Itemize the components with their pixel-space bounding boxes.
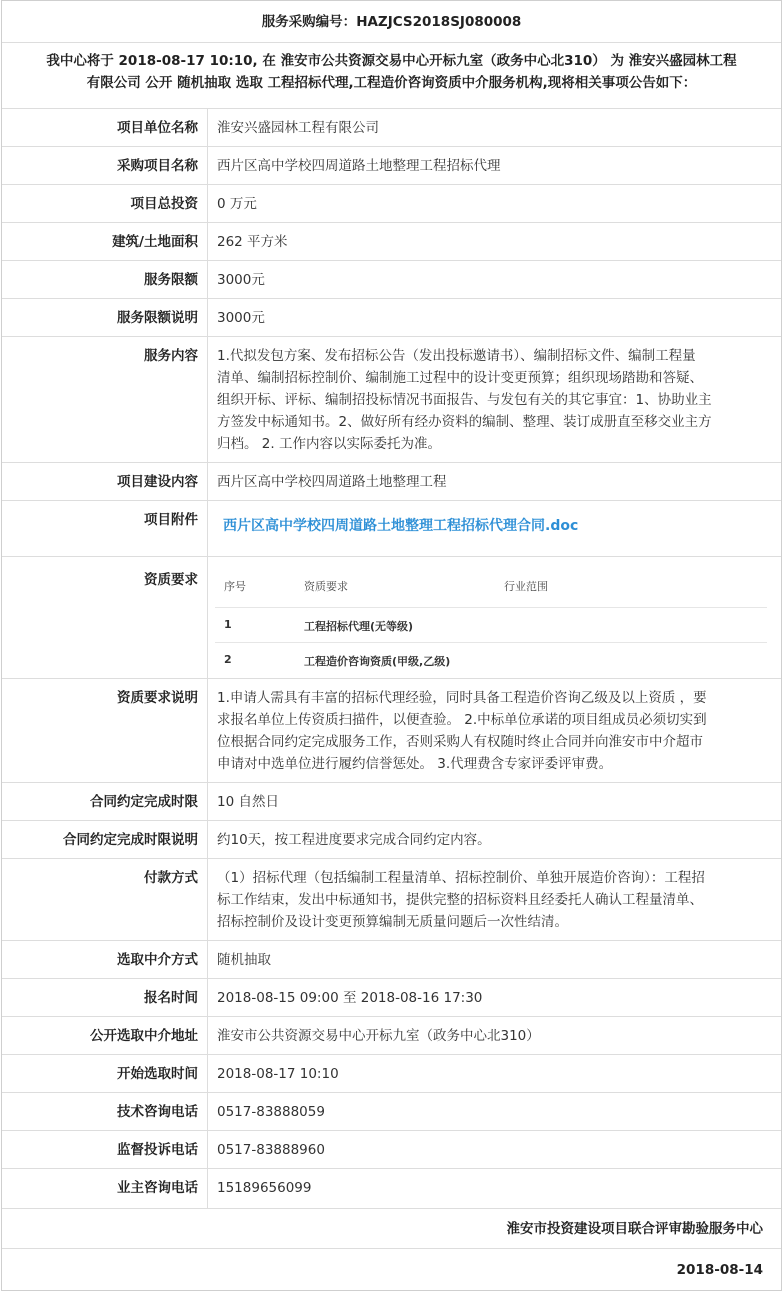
row-limit-note bbox=[2, 299, 781, 337]
label-deadline-note: 合同约定完成时限说明 bbox=[2, 821, 208, 858]
qualification-table bbox=[215, 557, 767, 677]
procurement-code-row bbox=[2, 1, 781, 43]
procurement-code-label: 服务采购编号： bbox=[261, 13, 357, 30]
intro-line-1: 我中心将于 2018-08-17 10:10, 在 淮安市公共资源交易中心开标九室（政务中心北310） 为 淮安兴盛园林工程 bbox=[46, 53, 737, 69]
label-deadline: 合同约定完成时限 bbox=[2, 783, 208, 820]
table-row bbox=[215, 608, 767, 643]
row-qualification bbox=[2, 557, 781, 679]
value-signup: 2018-08-15 09:00 至 2018-08-16 17:30 bbox=[217, 990, 483, 1006]
label-attachment: 项目附件 bbox=[2, 501, 208, 556]
payment-line: 标工作结束，发出中标通知书，提供完整的招标资料且经委托人确认工程量清单、 bbox=[217, 892, 703, 908]
row-address bbox=[2, 1017, 781, 1055]
qualification-header-no: 序号 bbox=[224, 580, 246, 593]
footer-org-row bbox=[2, 1209, 781, 1249]
content-line: 归档。 2. 工作内容以实际委托为准。 bbox=[217, 436, 441, 452]
row-start bbox=[2, 1055, 781, 1093]
value-method: 随机抽取 bbox=[217, 952, 271, 968]
row-qual-note bbox=[2, 679, 781, 783]
footer-date: 2018-08-14 bbox=[676, 1262, 763, 1278]
qualification-req: 工程招标代理(无等级) bbox=[304, 620, 414, 633]
label-owner-phone: 业主咨询电话 bbox=[2, 1169, 208, 1208]
value-payment bbox=[209, 859, 781, 940]
payment-line: 招标控制价及设计变更预算编制无质量问题后一次性结清。 bbox=[217, 914, 568, 930]
label-content: 服务内容 bbox=[2, 337, 208, 462]
row-area bbox=[2, 223, 781, 261]
row-owner-phone bbox=[2, 1169, 781, 1209]
attachment-link[interactable]: 西片区高中学校四周道路土地整理工程招标代理合同.doc bbox=[223, 518, 579, 534]
label-method: 选取中介方式 bbox=[2, 941, 208, 978]
qualification-header-row bbox=[215, 557, 767, 608]
value-unit: 淮安兴盛园林工程有限公司 bbox=[217, 120, 379, 136]
label-limit: 服务限额 bbox=[2, 261, 208, 298]
row-complaint-phone bbox=[2, 1131, 781, 1169]
row-build-content bbox=[2, 463, 781, 501]
footer-date-row bbox=[2, 1249, 781, 1291]
value-content bbox=[209, 337, 781, 462]
label-signup: 报名时间 bbox=[2, 979, 208, 1016]
value-limit: 3000元 bbox=[217, 272, 265, 288]
label-qual-note: 资质要求说明 bbox=[2, 679, 208, 782]
value-owner-phone: 15189656099 bbox=[217, 1180, 312, 1196]
label-limit-note: 服务限额说明 bbox=[2, 299, 208, 336]
value-attachment bbox=[209, 501, 781, 556]
label-payment: 付款方式 bbox=[2, 859, 208, 940]
label-project: 采购项目名称 bbox=[2, 147, 208, 184]
value-deadline: 10 自然日 bbox=[217, 794, 279, 810]
qual-note-line: 求报名单位上传资质扫描件，以便查验。 2.中标单位承诺的项目组成员必须切实到 bbox=[217, 712, 707, 728]
payment-line: （1）招标代理（包括编制工程量清单、招标控制价、单独开展造价咨询）：工程招 bbox=[217, 870, 705, 886]
value-deadline-note: 约10天，按工程进度要求完成合同约定内容。 bbox=[217, 832, 491, 848]
qualification-header-scope: 行业范围 bbox=[504, 580, 548, 593]
footer-org: 淮安市投资建设项目联合评审勘验服务中心 bbox=[506, 1220, 763, 1237]
label-unit: 项目单位名称 bbox=[2, 109, 208, 146]
value-qual-note bbox=[209, 679, 781, 782]
value-limit-note: 3000元 bbox=[217, 310, 265, 326]
row-signup bbox=[2, 979, 781, 1017]
content-line: 组织开标、评标、编制招投标情况书面报告、与发包有关的其它事宜：1、协助业主 bbox=[217, 392, 712, 408]
value-address: 淮安市公共资源交易中心开标九室（政务中心北310） bbox=[217, 1028, 540, 1044]
row-attachment bbox=[2, 501, 781, 557]
row-limit bbox=[2, 261, 781, 299]
label-area: 建筑/土地面积 bbox=[2, 223, 208, 260]
row-content bbox=[2, 337, 781, 463]
label-tech-phone: 技术咨询电话 bbox=[2, 1093, 208, 1130]
qualification-req: 工程造价咨询资质(甲级,乙级) bbox=[304, 655, 451, 668]
value-start: 2018-08-17 10:10 bbox=[217, 1066, 339, 1082]
content-line: 清单、编制招标控制价、编制施工过程中的设计变更预算；组织现场踏勘和答疑、 bbox=[217, 370, 703, 386]
label-complaint-phone: 监督投诉电话 bbox=[2, 1131, 208, 1168]
qualification-header-req: 资质要求 bbox=[304, 580, 348, 593]
table-row bbox=[215, 643, 767, 677]
qual-note-line: 位根据合同约定完成服务工作，否则采购人有权随时终止合同并向淮安市中介超市 bbox=[217, 734, 703, 750]
content-line: 1.代拟发包方案、发布招标公告（发出投标邀请书）、编制招标文件、编制工程量 bbox=[217, 348, 696, 364]
announcement-table bbox=[1, 0, 782, 1291]
row-deadline-note bbox=[2, 821, 781, 859]
row-invest bbox=[2, 185, 781, 223]
intro-row bbox=[2, 43, 781, 109]
value-project: 西片区高中学校四周道路土地整理工程招标代理 bbox=[217, 158, 501, 174]
value-invest: 0 万元 bbox=[217, 196, 257, 212]
value-area: 262 平方米 bbox=[217, 234, 288, 250]
row-unit bbox=[2, 109, 781, 147]
label-build-content: 项目建设内容 bbox=[2, 463, 208, 500]
qualification-no: 1 bbox=[224, 618, 232, 631]
label-invest: 项目总投资 bbox=[2, 185, 208, 222]
procurement-code: HAZJCS2018SJ080008 bbox=[356, 13, 522, 30]
qual-note-line: 申请对中选单位进行履约信誉惩处。 3.代理费含专家评委评审费。 bbox=[217, 756, 613, 772]
row-method bbox=[2, 941, 781, 979]
content-line: 方签发中标通知书。2、做好所有经办资料的编制、整理、装订成册直至移交业主方 bbox=[217, 414, 712, 430]
qual-note-line: 1.申请人需具有丰富的招标代理经验，同时具备工程造价咨询乙级及以上资质 ，要 bbox=[217, 690, 707, 706]
row-tech-phone bbox=[2, 1093, 781, 1131]
value-complaint-phone: 0517-83888960 bbox=[217, 1142, 325, 1158]
intro-line-2: 有限公司 公开 随机抽取 选取 工程招标代理,工程造价咨询资质中介服务机构,现将相关事项公告如下： bbox=[86, 75, 697, 91]
label-qualification: 资质要求 bbox=[2, 557, 208, 678]
row-deadline bbox=[2, 783, 781, 821]
label-start: 开始选取时间 bbox=[2, 1055, 208, 1092]
row-project bbox=[2, 147, 781, 185]
qualification-no: 2 bbox=[224, 653, 232, 666]
row-payment bbox=[2, 859, 781, 941]
value-build-content: 西片区高中学校四周道路土地整理工程 bbox=[217, 474, 447, 490]
value-tech-phone: 0517-83888059 bbox=[217, 1104, 325, 1120]
label-address: 公开选取中介地址 bbox=[2, 1017, 208, 1054]
